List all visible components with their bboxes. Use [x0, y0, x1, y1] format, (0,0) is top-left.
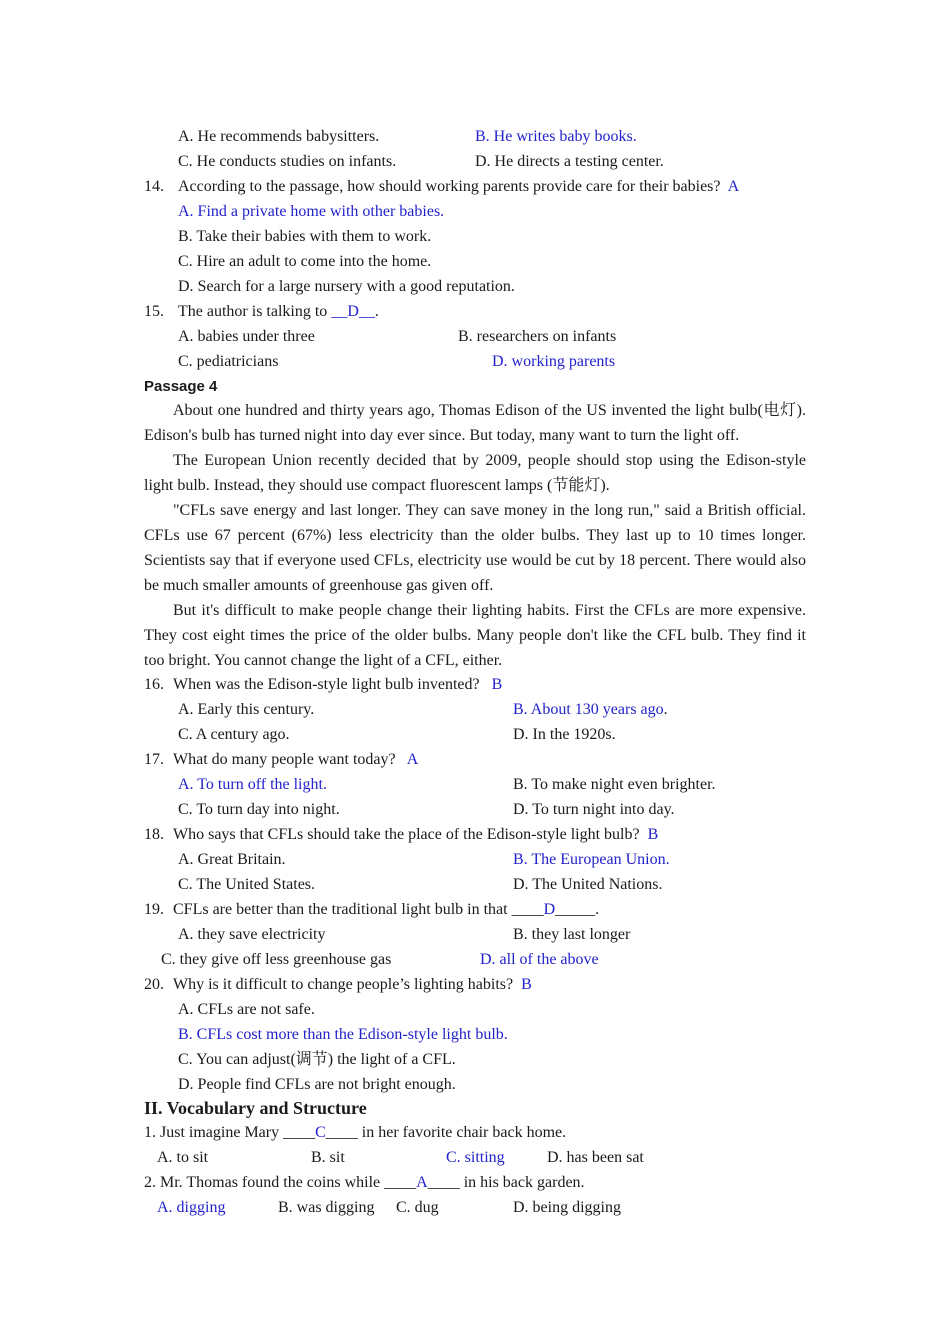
q13-option-d: D. He directs a testing center.: [475, 153, 664, 170]
q14-option-c: C. Hire an adult to come into the home.: [178, 253, 432, 270]
vocab-2-blank-right: ____: [427, 1174, 460, 1191]
q17-answer: A: [406, 751, 419, 768]
passage-heading: Passage 4: [144, 378, 218, 395]
vocab-1-option-d: D. has been sat: [547, 1149, 644, 1166]
q16-option-c: C. A century ago.: [178, 726, 290, 743]
q14-text: According to the passage, how should working parents provide care for their babies?: [178, 178, 721, 195]
passage-paragraph-2: The European Union recently decided that by 2009, people should stop using the Edison-style light bulb. Instead, they should use compact fluorescent lamps (节能灯).: [144, 452, 806, 494]
q20-option-b: B. CFLs cost more than the Edison-style light bulb.: [178, 1026, 508, 1043]
q17-option-b: B. To make night even brighter.: [513, 776, 716, 793]
q17-option-d: D. To turn night into day.: [513, 801, 675, 818]
q17-option-a: A. To turn off the light.: [178, 776, 327, 793]
q15-text: The author is talking to: [178, 303, 328, 320]
q13-option-b: B. He writes baby books.: [475, 128, 637, 145]
q20-question: [173, 975, 532, 995]
q16-option-b-text: B. About 130 years ago: [513, 701, 664, 718]
q14-option-b: B. Take their babies with them to work.: [178, 228, 432, 245]
q19-option-b: B. they last longer: [513, 926, 631, 943]
q15-option-a: A. babies under three: [178, 328, 315, 345]
q15-end: .: [374, 303, 379, 320]
q18-question: [173, 825, 658, 845]
section-heading: II. Vocabulary and Structure: [144, 1098, 367, 1118]
q15-option-b: B. researchers on infants: [458, 328, 617, 345]
q17-question: [173, 750, 418, 770]
q15-question: [178, 302, 379, 322]
q19-text: CFLs are better than the traditional light bulb in that: [173, 901, 508, 918]
q15-option-c: C. pediatricians: [178, 353, 279, 370]
vocab-2-blank-left: ____: [384, 1174, 417, 1191]
q14-option-d: D. Search for a large nursery with a good reputation.: [178, 278, 515, 295]
q16-option-b-period: .: [663, 701, 668, 718]
q18-option-d: D. The United Nations.: [513, 876, 663, 893]
vocab-2-option-c: C. dug: [396, 1199, 439, 1216]
vocab-1-answer: C: [315, 1124, 326, 1141]
vocab-1-blank-left: ____: [283, 1124, 316, 1141]
q14-number: 14.: [144, 178, 164, 195]
q13-option-a: A. He recommends babysitters.: [178, 128, 380, 145]
q15-number: 15.: [144, 303, 164, 320]
q18-option-a: A. Great Britain.: [178, 851, 286, 868]
q19-answer: D: [543, 901, 556, 918]
q20-option-d: D. People find CFLs are not bright enough.: [178, 1076, 456, 1093]
vocab-1-option-c: C. sitting: [446, 1149, 505, 1166]
vocab-2-option-b: B. was digging: [278, 1199, 375, 1216]
q16-text: When was the Edison-style light bulb invented?: [173, 676, 480, 693]
q16-answer: B: [491, 676, 503, 693]
vocab-2-text: 2. Mr. Thomas found the coins while: [144, 1174, 381, 1191]
vocab-2-option-d: D. being digging: [513, 1199, 621, 1216]
q17-text: What do many people want today?: [173, 751, 396, 768]
vocab-1-question: [144, 1123, 566, 1143]
q17-option-c: C. To turn day into night.: [178, 801, 340, 818]
q18-option-c: C. The United States.: [178, 876, 316, 893]
q16-option-d: D. In the 1920s.: [513, 726, 616, 743]
passage-paragraph-4: But it's difficult to make people change their lighting habits. First the CFLs are more expensive. They cost eight times the price of the older bulbs. Many people don't like the CFL bulb. They find it too bright. You cannot change the light of a CFL, either.: [144, 602, 806, 669]
q19-blank-right: _____: [555, 901, 596, 918]
vocab-1-text: 1. Just imagine Mary: [144, 1124, 280, 1141]
q18-text: Who says that CFLs should take the place of the Edison-style light bulb?: [173, 826, 640, 843]
vocab-1-blank-right: ____: [325, 1124, 358, 1141]
vocab-2-answer: A: [416, 1174, 428, 1191]
q20-answer: B: [521, 976, 532, 993]
q18-number: 18.: [144, 826, 164, 843]
q19-number: 19.: [144, 901, 164, 918]
q16-option-b: [513, 700, 668, 720]
q19-option-d: D. all of the above: [480, 951, 599, 968]
vocab-2-text-end: in his back garden.: [463, 1174, 585, 1191]
q19-question: [173, 900, 599, 920]
q19-end: .: [595, 901, 600, 918]
q18-answer: B: [647, 826, 659, 843]
vocab-2-option-a: A. digging: [157, 1199, 226, 1216]
q15-option-d: D. working parents: [492, 353, 616, 370]
vocab-1-option-b: B. sit: [311, 1149, 345, 1166]
q14-question: [178, 177, 739, 197]
q17-number: 17.: [144, 751, 164, 768]
q19-option-c: C. they give off less greenhouse gas: [161, 951, 392, 968]
q15-answer-blank: __D__: [331, 303, 375, 320]
vocab-1-option-a: A. to sit: [157, 1149, 209, 1166]
passage-paragraph-3: "CFLs save energy and last longer. They can save money in the long run," said a British official. CFLs use 67 percent (67%) less electricity than the older bulbs. They last up to 10 times longer. Scientists say that if everyone used CFLs, electricity use would be cut by 18 percent. There would also be much smaller amounts of greenhouse gas given off.: [144, 502, 806, 594]
vocab-2-question: [144, 1173, 585, 1193]
q16-number: 16.: [144, 676, 164, 693]
q14-answer: A: [727, 178, 740, 195]
q20-text: Why is it difficult to change people’s lighting habits?: [173, 976, 514, 993]
q18-option-b: B. The European Union.: [513, 851, 670, 868]
q19-option-a: A. they save electricity: [178, 926, 326, 943]
q14-option-a: A. Find a private home with other babies.: [178, 203, 445, 220]
q20-option-a: A. CFLs are not safe.: [178, 1001, 315, 1018]
q20-number: 20.: [144, 976, 164, 993]
q19-blank-left: ____: [511, 901, 544, 918]
q16-option-a: A. Early this century.: [178, 701, 315, 718]
passage-paragraph-1: About one hundred and thirty years ago, Thomas Edison of the US invented the light bulb(电灯). Edison's bulb has turned night into day ever since. But today, many want to turn the light off.: [144, 402, 806, 444]
passage-body: [144, 398, 806, 673]
q16-question: [173, 675, 502, 695]
q20-option-c: C. You can adjust(调节) the light of a CFL.: [178, 1051, 456, 1068]
q13-option-c: C. He conducts studies on infants.: [178, 153, 397, 170]
vocab-1-text-end: in her favorite chair back home.: [361, 1124, 567, 1141]
